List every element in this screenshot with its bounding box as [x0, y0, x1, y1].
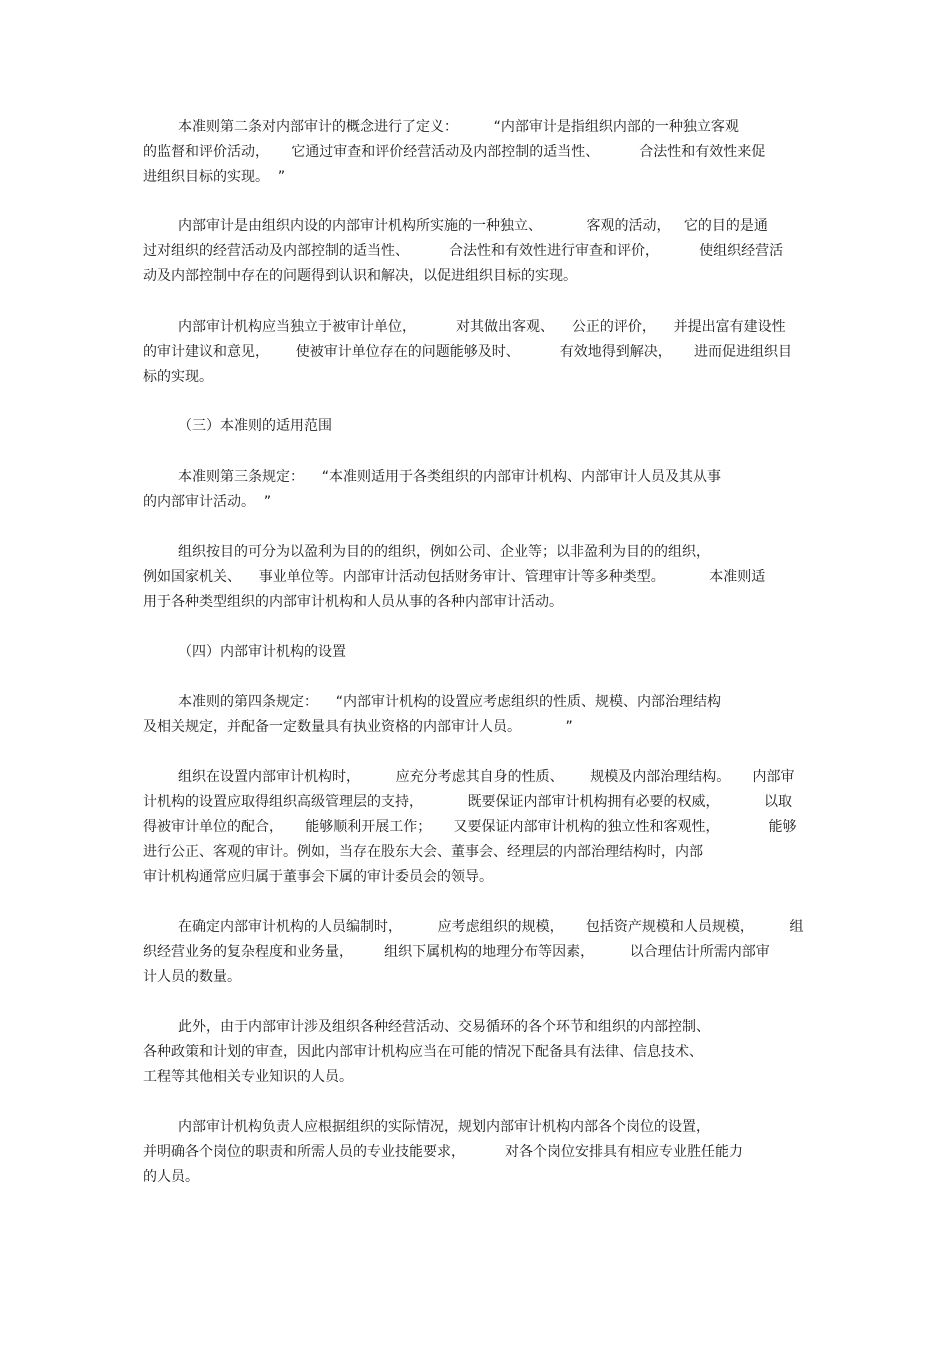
paragraph-independence — [143, 315, 813, 390]
text-line: 得被审计单位的配合， 能够顺利开展工作； 又要保证内部审计机构的独立性和客观性， 能够 — [143, 819, 797, 835]
text-line: 组织在设置内部审计机构时， 应充分考虑其自身的性质、 规模及内部治理结构。 内部审 — [178, 769, 795, 785]
text-line: 计人员的数量。 — [143, 969, 241, 985]
text-line: 工程等其他相关专业知识的人员。 — [143, 1069, 353, 1085]
section-heading-setup: （四）内部审计机构的设置 — [178, 644, 346, 660]
text-line: 动及内部控制中存在的问题得到认识和解决，以促进组织目标的实现。 — [143, 268, 577, 284]
text-line: 本准则第三条规定： “本准则适用于各类组织的内部审计机构、内部审计人员及其从事 — [178, 469, 722, 485]
text-line: 内部审计是由组织内设的内部审计机构所实施的一种独立、 客观的活动， 它的目的是通 — [178, 218, 768, 234]
text-line: 的监督和评价活动， 它通过审查和评价经营活动及内部控制的适当性、 合法性和有效性来促 — [143, 144, 766, 160]
text-line: 用于各种类型组织的内部审计机构和人员从事的各种内部审计活动。 — [143, 594, 563, 610]
text-line: 进组织目标的实现。 ” — [143, 169, 286, 185]
text-line: 并明确各个岗位的职责和所需人员的专业技能要求， 对各个岗位安排具有相应专业胜任能力 — [143, 1144, 744, 1160]
paragraph-expertise — [143, 1015, 813, 1090]
paragraph-staffing — [143, 915, 813, 990]
text-line: 例如国家机关、 事业单位等。内部审计活动包括财务审计、管理审计等多种类型。 本准则适 — [143, 569, 766, 585]
paragraph-definition — [143, 115, 813, 190]
text-line: 过对组织的经营活动及内部控制的适当性、 合法性和有效性进行审查和评价， 使组织经营活 — [143, 243, 784, 259]
text-line: 的人员。 — [143, 1169, 199, 1185]
text-line: 此外，由于内部审计涉及组织各种经营活动、交易循环的各个环节和组织的内部控制、 — [178, 1019, 710, 1035]
text-line: 计机构的设置应取得组织高级管理层的支持， 既要保证内部审计机构拥有必要的权威， 以取 — [143, 794, 793, 810]
text-line: 本准则的第四条规定： “内部审计机构的设置应考虑组织的性质、规模、内部治理结构 — [178, 694, 722, 710]
text-line: 组织按目的可分为以盈利为目的的组织，例如公司、企业等；以非盈利为目的的组织， — [178, 544, 710, 560]
section-heading-scope: （三）本准则的适用范围 — [178, 418, 332, 434]
paragraph-article-four — [143, 690, 813, 740]
text-line: 各种政策和计划的审查，因此内部审计机构应当在可能的情况下配备具有法律、信息技术、 — [143, 1044, 703, 1060]
text-line: 的审计建议和意见， 使被审计单位存在的问题能够及时、 有效地得到解决， 进而促进组织目 — [143, 344, 793, 360]
text-line: 进行公正、客观的审计。例如，当存在股东大会、董事会、经理层的内部治理结构时，内部 — [143, 844, 703, 860]
text-line: 织经营业务的复杂程度和业务量， 组织下属机构的地理分布等因素， 以合理估计所需内部审 — [143, 944, 770, 960]
text-line: 标的实现。 — [143, 369, 213, 385]
paragraph-setup-considerations — [143, 765, 813, 890]
text-line: 的内部审计活动。 ” — [143, 494, 272, 510]
paragraph-article-three — [143, 465, 813, 515]
paragraph-internal-audit — [143, 214, 813, 289]
paragraph-organization-types — [143, 540, 813, 615]
text-line: 内部审计机构负责人应根据组织的实际情况，规划内部审计机构内部各个岗位的设置， — [178, 1119, 710, 1135]
text-line: 及相关规定，并配备一定数量具有执业资格的内部审计人员。 ” — [143, 719, 573, 735]
paragraph-positions — [143, 1115, 813, 1190]
text-line: 本准则第二条对内部审计的概念进行了定义： “内部审计是指组织内部的一种独立客观 — [178, 119, 739, 135]
text-line: 内部审计机构应当独立于被审计单位， 对其做出客观、 公正的评价， 并提出富有建设性 — [178, 319, 786, 335]
text-line: 在确定内部审计机构的人员编制时， 应考虑组织的规模， 包括资产规模和人员规模， 组 — [178, 919, 804, 935]
text-line: 审计机构通常应归属于董事会下属的审计委员会的领导。 — [143, 869, 493, 885]
